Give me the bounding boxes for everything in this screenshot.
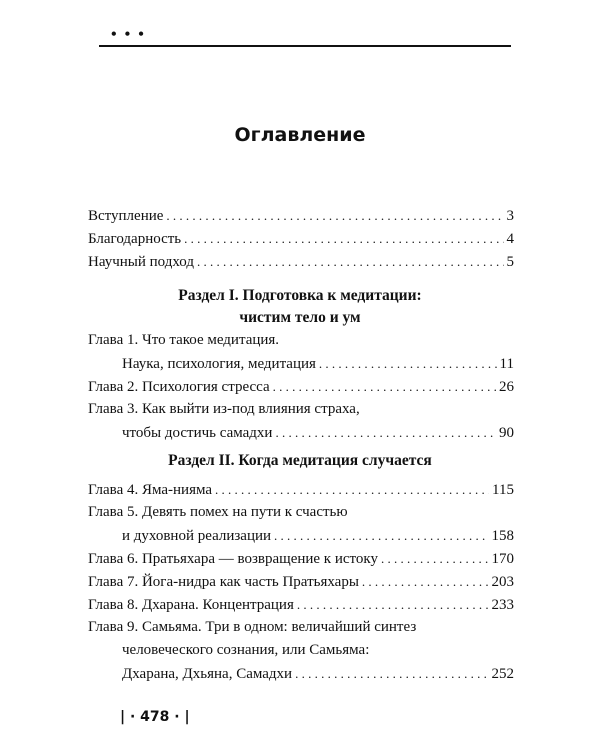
leader-dots	[197, 250, 503, 273]
page-number: | · 478 · |	[120, 709, 190, 725]
toc-entry[interactable]	[88, 547, 514, 570]
section-2-heading	[0, 450, 600, 472]
header-dots: • • •	[111, 26, 146, 43]
toc-entry-label: Дхарана, Дхьяна, Самадхи	[122, 666, 293, 682]
toc-entry-label: Глава 7. Йога-нидра как часть Пратьяхары	[88, 574, 359, 590]
toc-entry-page: 5	[506, 254, 514, 270]
toc-entry-page: 233	[491, 597, 514, 613]
toc-entry-page: 252	[491, 666, 514, 682]
toc-entry-label: Наука, психология, медитация	[122, 356, 316, 372]
toc-entry-page: 26	[499, 379, 514, 395]
front-matter-list	[88, 204, 514, 273]
toc-entry[interactable]	[88, 227, 514, 250]
toc-entry-label[interactable]: Глава 5. Девять помех на пути к счастью	[88, 504, 348, 520]
toc-entry-label: Благодарность	[88, 231, 182, 247]
toc-entry-label[interactable]: Глава 9. Самьяма. Три в одном: величайший синтез	[88, 619, 417, 635]
toc-entry-label[interactable]: человеческого сознания, или Самьяма:	[122, 642, 370, 658]
page-title: Оглавление	[234, 124, 366, 146]
toc-entry-page: 4	[506, 231, 514, 247]
toc-entry-label: Вступление	[88, 208, 164, 224]
toc-entry-label: Глава 2. Психология стресса	[88, 379, 270, 395]
section-1-heading	[0, 285, 600, 329]
toc-entry-label: Научный подход	[88, 254, 195, 270]
toc-entry-page: 158	[491, 528, 514, 544]
toc-entry-label[interactable]: Глава 1. Что такое медитация.	[88, 332, 280, 348]
toc-entry-page: 90	[499, 425, 514, 441]
toc-entry[interactable]	[88, 375, 514, 398]
toc-entry[interactable]	[88, 524, 514, 547]
toc-entry-page: 170	[491, 551, 514, 567]
toc-entry-page: 203	[491, 574, 514, 590]
toc-entry-label: Глава 4. Яма-нияма	[88, 482, 213, 498]
toc-entry-label: Глава 6. Пратьяхара — возвращение к истоку	[88, 551, 378, 567]
leader-dots	[319, 352, 497, 375]
toc-entry-page: 115	[492, 482, 514, 498]
leader-dots	[274, 524, 488, 547]
leader-dots	[166, 204, 503, 227]
toc-entry-page: 11	[499, 356, 514, 372]
toc-entry-label: и духовной реализации	[122, 528, 272, 544]
leader-dots	[275, 421, 496, 444]
section-1-list	[88, 329, 514, 444]
leader-dots	[362, 570, 489, 593]
toc-entry[interactable]	[88, 478, 514, 501]
toc-entry[interactable]	[88, 421, 514, 444]
section-2-list	[88, 478, 514, 685]
header-bar	[99, 26, 511, 46]
toc-entry-label: чтобы достичь самадхи	[122, 425, 273, 441]
toc-entry[interactable]	[88, 204, 514, 227]
toc-entry[interactable]	[88, 352, 514, 375]
toc-entry-page: 3	[506, 208, 514, 224]
leader-dots	[184, 227, 503, 250]
toc-entry[interactable]	[88, 593, 514, 616]
leader-dots	[273, 375, 496, 398]
section-1-title-line1: Раздел I. Подготовка к медитации:	[178, 287, 422, 304]
toc-entry-label[interactable]: Глава 3. Как выйти из-под влияния страха,	[88, 401, 360, 417]
toc-entry[interactable]	[88, 250, 514, 273]
toc-entry[interactable]	[88, 662, 514, 685]
header-rule	[99, 45, 511, 47]
leader-dots	[215, 478, 489, 501]
toc-entry-label: Глава 8. Дхарана. Концентрация	[88, 597, 294, 613]
section-1-title-line2: чистим тело и ум	[239, 309, 361, 326]
section-2-title: Раздел II. Когда медитация случается	[168, 452, 432, 469]
leader-dots	[381, 547, 489, 570]
leader-dots	[297, 593, 489, 616]
leader-dots	[295, 662, 488, 685]
toc-entry[interactable]	[88, 570, 514, 593]
